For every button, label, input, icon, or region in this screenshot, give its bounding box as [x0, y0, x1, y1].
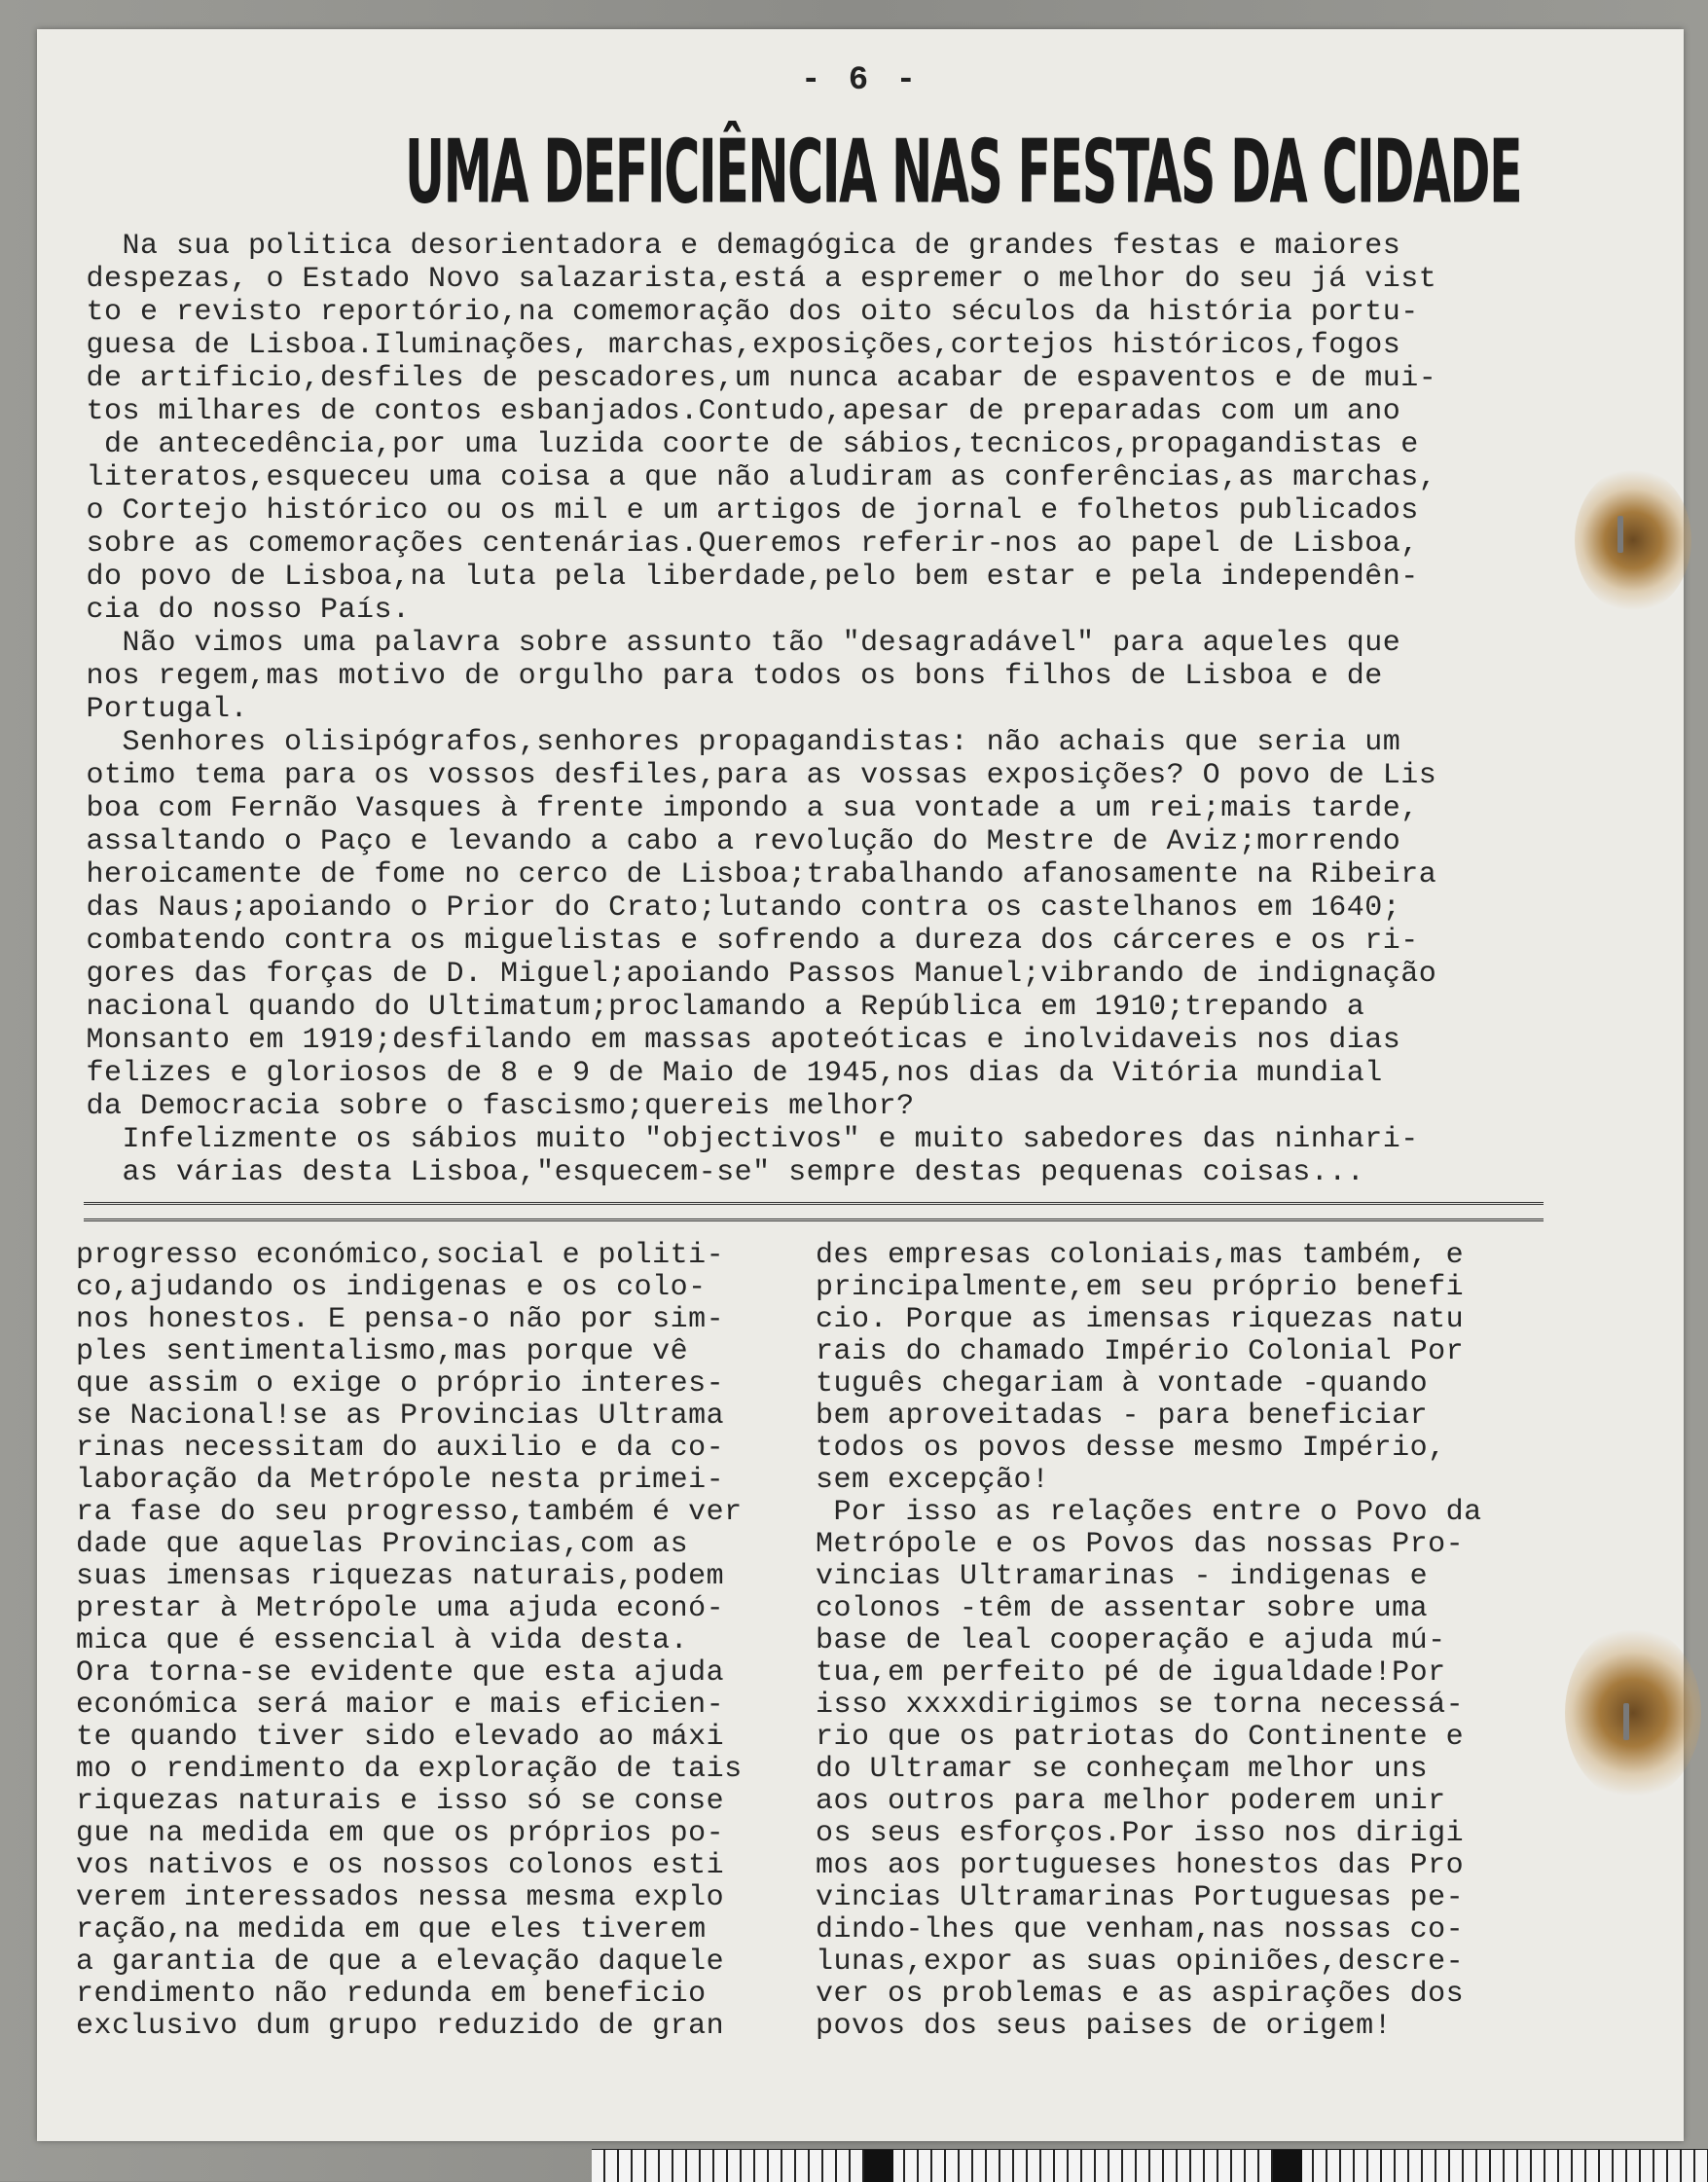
- text-line: de antecedência,por uma luzida coorte de sábios,tecnicos,propagandistas e: [68, 428, 1419, 461]
- text-line: prestar à Metrópole uma ajuda econó-: [76, 1592, 725, 1625]
- text-line: ração,na medida em que eles tiverem: [76, 1913, 707, 1946]
- text-line: das Naus;apoiando o Prior do Crato;lutando contra os castelhanos em 1640;: [68, 891, 1401, 925]
- text-line: des empresas coloniais,mas também, e: [816, 1239, 1465, 1272]
- text-line: ver os problemas e as aspirações dos: [816, 1978, 1465, 2011]
- text-line: do Ultramar se conheçam melhor uns: [816, 1753, 1429, 1786]
- text-line: cio. Porque as imensas riquezas natu: [816, 1303, 1465, 1336]
- text-line: assaltando o Paço e levando a cabo a revolução do Mestre de Aviz;morrendo: [68, 825, 1401, 858]
- text-line: Infelizmente os sábios muito "objectivos" e muito sabedores das ninhari-: [68, 1123, 1419, 1156]
- right-column-text: [816, 1240, 1482, 2043]
- text-line: da Democracia sobre o fascismo;quereis melhor?: [68, 1090, 915, 1123]
- text-line: que assim o exige o próprio interes-: [76, 1367, 725, 1400]
- text-line: mica que é essencial à vida desta.: [76, 1624, 689, 1657]
- text-line: dindo-lhes que venham,nas nossas co-: [816, 1913, 1465, 1946]
- text-line: gores das forças de D. Miguel;apoiando Passos Manuel;vibrando de indignação: [68, 958, 1437, 991]
- text-line: cia do nosso País.: [68, 594, 411, 627]
- text-line: rio que os patriotas do Continente e: [816, 1721, 1465, 1754]
- text-line: guesa de Lisboa.Iluminações, marchas,exposições,cortejos históricos,fogos: [68, 329, 1401, 362]
- text-line: o Cortejo histórico ou os mil e um artigos de jornal e folhetos publicados: [68, 494, 1419, 527]
- text-line: do povo de Lisboa,na luta pela liberdade,pelo bem estar e pela independên-: [68, 561, 1419, 594]
- text-line: vincias Ultramarinas Portuguesas pe-: [816, 1881, 1465, 1914]
- text-line: nos regem,mas motivo de orgulho para todos os bons filhos de Lisboa e de: [68, 660, 1383, 693]
- text-line: os seus esforços.Por isso nos dirigi: [816, 1817, 1465, 1850]
- text-line: to e revisto reportório,na comemoração dos oito séculos da história portu-: [68, 296, 1419, 329]
- burn-mark-top: [1575, 467, 1691, 613]
- burn-mark-bottom: [1565, 1625, 1701, 1800]
- text-line: Portugal.: [68, 693, 249, 726]
- text-line: laboração da Metrópole nesta primei-: [76, 1464, 725, 1497]
- text-line: tuguês chegariam à vontade -quando: [816, 1367, 1429, 1400]
- text-line: riquezas naturais e isso só se conse: [76, 1785, 725, 1818]
- text-line: Na sua politica desorientadora e demagógica de grandes festas e maiores: [68, 230, 1401, 263]
- headline: UMA DEFICIÊNCIA NAS FESTAS DA CIDADE: [404, 123, 1522, 224]
- text-line: felizes e gloriosos de 8 e 9 de Maio de 1945,nos dias da Vitória mundial: [68, 1057, 1383, 1090]
- text-line: suas imensas riquezas naturais,podem: [76, 1560, 725, 1593]
- text-line: boa com Fernão Vasques à frente impondo a sua vontade a um rei;mais tarde,: [68, 792, 1419, 825]
- text-line: de artificio,desfiles de pescadores,um nunca acabar de espaventos e de mui-: [68, 362, 1437, 395]
- text-line: rendimento não redunda em beneficio: [76, 1978, 707, 2011]
- text-line: rinas necessitam do auxilio e da co-: [76, 1432, 725, 1465]
- text-line: progresso económico,social e politi-: [76, 1239, 725, 1272]
- staple-bottom: [1623, 1703, 1629, 1740]
- text-line: gue na medida em que os próprios po-: [76, 1817, 725, 1850]
- text-line: Ora torna-se evidente que esta ajuda: [76, 1656, 725, 1690]
- typewritten-page: [37, 29, 1684, 2141]
- intro-article: [68, 230, 1436, 1189]
- text-line: se Nacional!se as Provincias Ultrama: [76, 1400, 725, 1433]
- text-line: mos aos portugueses honestos das Pro: [816, 1849, 1465, 1882]
- text-line: Monsanto em 1919;desfilando em massas apoteóticas e inolvidaveis nos dias: [68, 1024, 1401, 1057]
- text-line: isso xxxxdirigimos se torna necessá-: [816, 1689, 1465, 1722]
- text-line: Por isso as relações entre o Povo da: [816, 1496, 1482, 1529]
- text-line: mo o rendimento da exploração de tais: [76, 1753, 743, 1786]
- text-line: nos honestos. E pensa-o não por sim-: [76, 1303, 725, 1336]
- text-line: vos nativos e os nossos colonos esti: [76, 1849, 725, 1882]
- text-line: despezas, o Estado Novo salazarista,está a espremer o melhor do seu já vist: [68, 263, 1437, 296]
- text-line: dade que aquelas Provincias,com as: [76, 1528, 689, 1561]
- text-line: Metrópole e os Povos das nossas Pro-: [816, 1528, 1465, 1561]
- text-line: colonos -têm de assentar sobre uma: [816, 1592, 1429, 1625]
- staple-top: [1617, 516, 1623, 553]
- text-line: sem excepção!: [816, 1464, 1050, 1497]
- text-line: tua,em perfeito pé de igualdade!Por: [816, 1656, 1446, 1690]
- text-line: ples sentimentalismo,mas porque vê: [76, 1335, 689, 1368]
- text-line: sobre as comemorações centenárias.Queremos referir-nos ao papel de Lisboa,: [68, 527, 1419, 561]
- scan-scale-bar: [592, 2149, 1708, 2182]
- text-line: te quando tiver sido elevado ao máxi: [76, 1721, 725, 1754]
- text-line: exclusivo dum grupo reduzido de gran: [76, 2010, 725, 2043]
- text-line: tos milhares de contos esbanjados.Contudo,apesar de preparadas com um ano: [68, 395, 1401, 428]
- scale-bar-block: [1273, 2150, 1302, 2182]
- scale-bar-block: [864, 2150, 893, 2182]
- text-line: nacional quando do Ultimatum;proclamando a República em 1910;trepando a: [68, 991, 1365, 1024]
- text-line: povos dos seus paises de origem!: [816, 2010, 1393, 2043]
- text-line: aos outros para melhor poderem unir: [816, 1785, 1446, 1818]
- text-line: verem interessados nessa mesma explo: [76, 1881, 725, 1914]
- text-line: co,ajudando os indigenas e os colo-: [76, 1271, 707, 1304]
- text-line: Senhores olisipógrafos,senhores propagandistas: não achais que seria um: [68, 726, 1401, 759]
- text-line: as várias desta Lisboa,"esquecem-se" sempre destas pequenas coisas...: [68, 1156, 1365, 1189]
- text-line: a garantia de que a elevação daquele: [76, 1946, 725, 1979]
- text-line: bem aproveitadas - para beneficiar: [816, 1400, 1429, 1433]
- text-line: vincias Ultramarinas - indigenas e: [816, 1560, 1429, 1593]
- text-line: heroicamente de fome no cerco de Lisboa;trabalhando afanosamente na Ribeira: [68, 858, 1437, 891]
- text-line: ra fase do seu progresso,também é ver: [76, 1496, 743, 1529]
- text-line: base de leal cooperação e ajuda mú-: [816, 1624, 1446, 1657]
- text-line: Não vimos uma palavra sobre assunto tão "desagradável" para aqueles que: [68, 627, 1401, 660]
- text-line: lunas,expor as suas opiniões,descre-: [816, 1946, 1465, 1979]
- text-line: principalmente,em seu próprio benefi: [816, 1271, 1465, 1304]
- page-number: - 6 -: [800, 62, 921, 99]
- left-column-text: [76, 1240, 743, 2043]
- text-line: combatendo contra os miguelistas e sofrendo a dureza dos cárceres e os ri-: [68, 925, 1419, 958]
- section-divider: [84, 1202, 1544, 1221]
- text-line: otimo tema para os vossos desfiles,para as vossas exposições? O povo de Lis: [68, 759, 1437, 792]
- text-line: rais do chamado Império Colonial Por: [816, 1335, 1465, 1368]
- text-line: literatos,esqueceu uma coisa a que não aludiram as conferências,as marchas,: [68, 461, 1437, 494]
- text-line: todos os povos desse mesmo Império,: [816, 1432, 1446, 1465]
- text-line: económica será maior e mais eficien-: [76, 1689, 725, 1722]
